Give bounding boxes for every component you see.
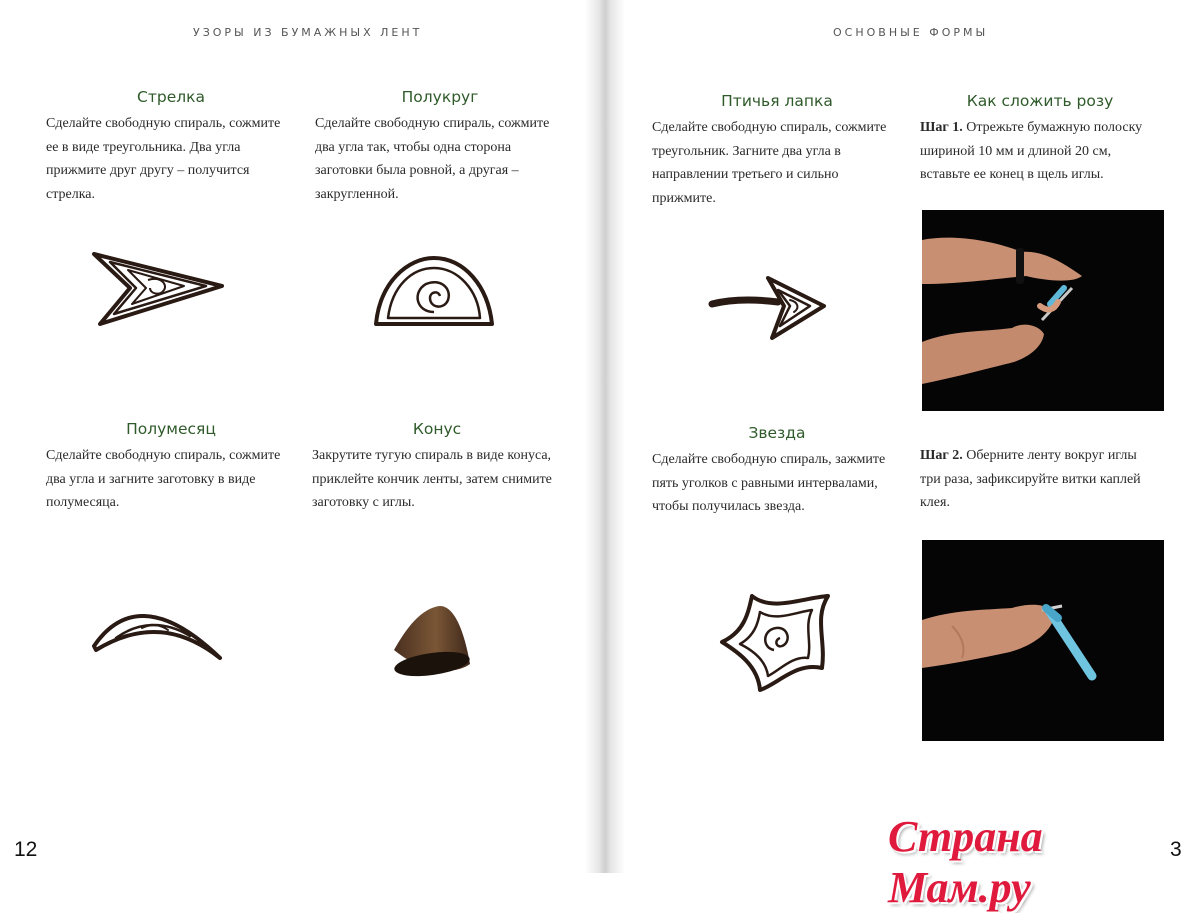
section-title: Стрелка — [137, 88, 205, 106]
section-text: Закрутите тугую спираль в виде конуса, приклейте кончик ленты, затем снимите заготовку с иглы. — [312, 448, 552, 510]
section-crescent — [46, 420, 296, 515]
rose-step2 — [920, 444, 1160, 515]
book-gutter — [585, 0, 625, 873]
section-rose-step2 — [920, 444, 1160, 515]
step1-text: Отрежьте бумажную полоску шириной 10 мм и длиной 20 см, вставьте ее конец в щель иглы. — [920, 120, 1143, 182]
site-watermark-logo: Страна Мам.ру — [888, 812, 1043, 912]
step2-text: Оберните ленту вокруг иглы три раза, зафиксируйте витки каплей клея. — [920, 448, 1141, 510]
section-text: Сделайте свободную спираль, зажмите пять уголков с равными интервалами, чтобы получилась звезда. — [652, 452, 886, 514]
crescent-shape-image — [90, 598, 224, 670]
step1-label: Шаг 1. — [920, 120, 963, 135]
section-title: Полумесяц — [126, 420, 216, 438]
section-title: Конус — [412, 420, 462, 438]
section-rose — [920, 92, 1160, 187]
rose-step2-photo — [922, 540, 1164, 741]
hands-with-needle-image — [922, 210, 1164, 411]
rose-step1 — [920, 116, 1160, 187]
section-arrow — [46, 88, 296, 206]
left-page-number: 12 — [14, 838, 38, 861]
section-text: Сделайте свободную спираль, сожмите два угла и загните заготовку в виде полумесяца. — [46, 448, 281, 510]
section-semicircle — [315, 88, 565, 206]
bird-foot-shape-image — [706, 272, 828, 342]
section-bird-foot — [652, 92, 902, 210]
right-page-number-partial: 3 — [1170, 838, 1182, 861]
left-running-head: УЗОРЫ ИЗ БУМАЖНЫХ ЛЕНТ — [193, 26, 423, 39]
semicircle-shape-image — [372, 252, 496, 332]
section-title: Звезда — [748, 424, 806, 442]
rose-title: Как сложить розу — [966, 92, 1114, 110]
rose-step1-photo — [922, 210, 1164, 411]
section-text: Сделайте свободную спираль, сожмите два угла так, чтобы одна сторона заготовки была ровной, а другая – закругленной. — [315, 116, 550, 202]
right-running-head: ОСНОВНЫЕ ФОРМЫ — [833, 26, 989, 39]
section-text: Сделайте свободную спираль, сожмите треугольник. Загните два угла в направлении третьего и сильно прижмите. — [652, 120, 887, 206]
hands-wrapping-strip-image — [922, 540, 1164, 741]
step2-label: Шаг 2. — [920, 448, 963, 463]
cone-shape-image — [390, 602, 474, 680]
section-title: Полукруг — [401, 88, 479, 106]
section-title: Птичья лапка — [721, 92, 833, 110]
arrow-shape-image — [88, 240, 228, 330]
star-shape-image — [718, 590, 832, 694]
section-star — [652, 424, 902, 519]
section-text: Сделайте свободную спираль, сожмите ее в виде треугольника. Два угла прижмите друг другу – получится стрелка. — [46, 116, 281, 202]
section-cone — [312, 420, 562, 515]
